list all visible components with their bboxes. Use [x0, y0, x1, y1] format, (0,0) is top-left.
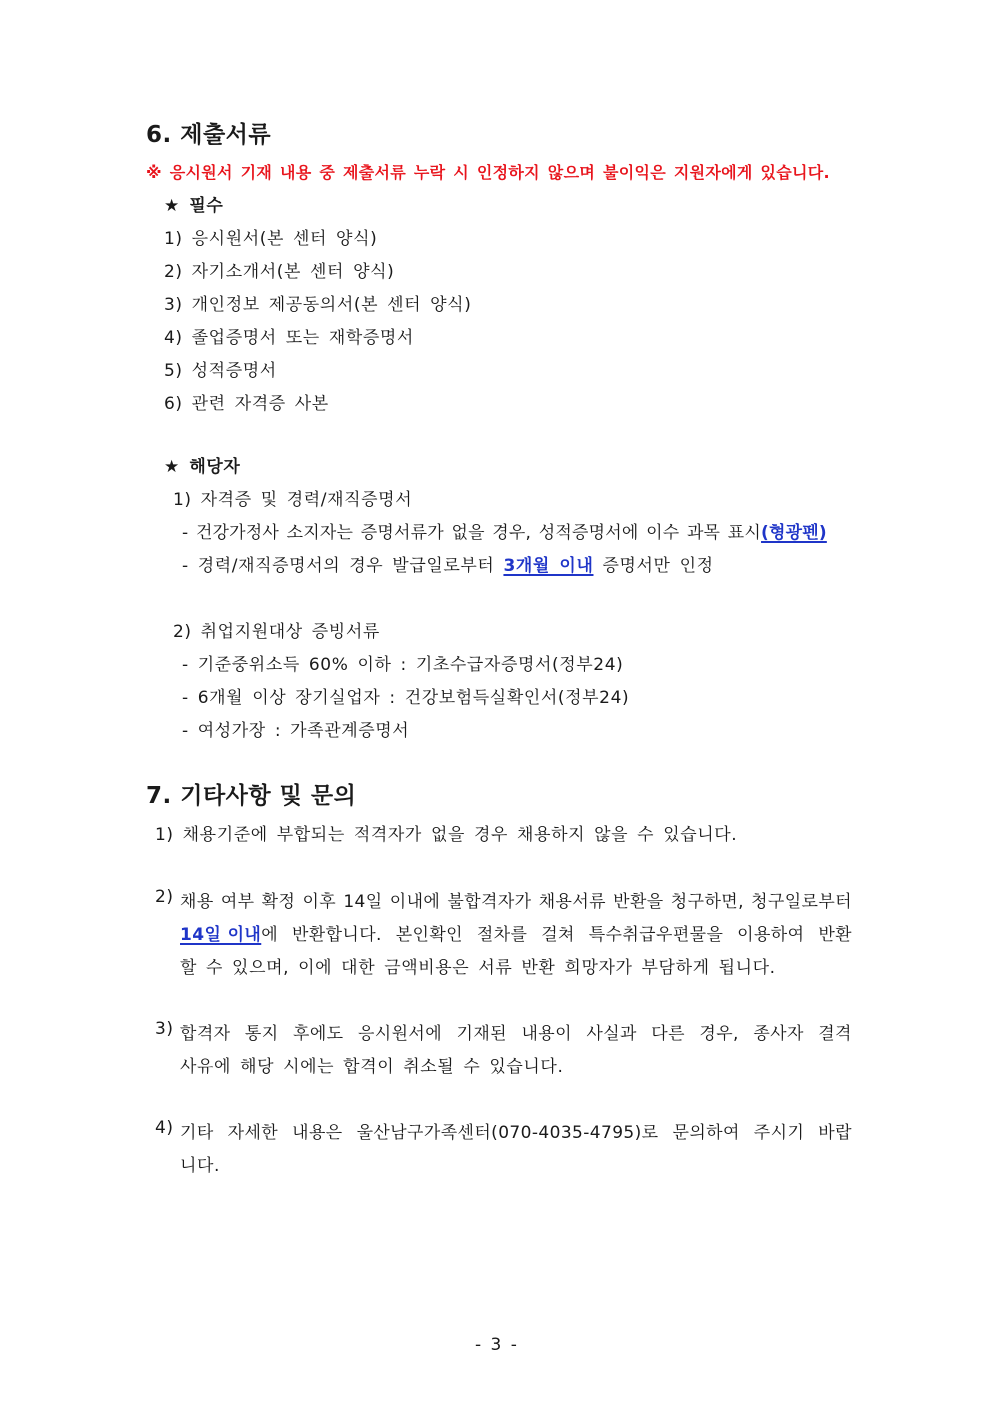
applicable-group1-line1 — [182, 518, 827, 543]
section-6-title: 6. 제출서류 — [146, 122, 272, 148]
applicable-group2-item: - 6개월 이상 장기실업자 : 건강보험득실확인서(정부24) — [182, 688, 630, 708]
required-item: 3) 개인정보 제공동의서(본 센터 양식) — [164, 295, 472, 315]
required-heading: ★ 필수 — [164, 196, 224, 216]
line2-prefix: - 경력/재직증명서의 경우 발급일로부터 — [182, 556, 504, 576]
word: 반환합니다. — [291, 925, 382, 945]
notice-text: ※ 응시원서 기재 내용 중 제출서류 누락 시 인정하지 않으며 불이익은 지원자에게 있습니다. — [146, 163, 830, 182]
etc-item-4-num: 4) — [155, 1118, 174, 1138]
word: 반환을 — [613, 892, 664, 912]
word: 특수취급우편물을 — [588, 925, 724, 945]
word: 이후 — [302, 892, 337, 912]
word: 이내에 — [389, 892, 441, 912]
word: 채용서류 — [538, 892, 606, 912]
word: 청구일로부터 — [751, 892, 852, 912]
etc-item-4-line1 — [180, 1118, 852, 1143]
word: 본인확인 — [395, 925, 464, 945]
word: 내용이 — [521, 1024, 572, 1044]
word: 채용 — [180, 892, 214, 912]
applicable-group2-title: 2) 취업지원대상 증빙서류 — [173, 622, 380, 642]
etc-item-3-line2: 사유에 해당 시에는 합격이 취소될 수 있습니다. — [180, 1057, 564, 1077]
word: 청구하면, — [670, 892, 744, 912]
highlight-highlighter: (형광펜) — [761, 523, 827, 543]
word: 14일 — [343, 892, 383, 912]
required-item: 2) 자기소개서(본 센터 양식) — [164, 262, 395, 282]
word: 자세한 — [227, 1123, 279, 1143]
etc-item-4-line2: 니다. — [180, 1156, 221, 1176]
word: 바랍 — [818, 1123, 852, 1143]
applicable-group1-title: 1) 자격증 및 경력/재직증명서 — [173, 490, 413, 510]
line2-suffix: 증명서만 인정 — [593, 556, 714, 576]
word: 에 — [261, 925, 279, 945]
word: 걸쳐 — [541, 925, 575, 945]
word: 경우, — [699, 1024, 739, 1044]
highlight-14days: 14일 이내 — [180, 925, 262, 945]
word: 이용하여 — [737, 925, 805, 945]
applicable-heading: ★ 해당자 — [164, 457, 241, 477]
required-item: 5) 성적증명서 — [164, 361, 277, 381]
word — [180, 920, 278, 945]
word: 후에도 — [293, 1024, 344, 1044]
section-7-title: 7. 기타사항 및 문의 — [146, 783, 357, 809]
word: 문의하여 — [672, 1123, 740, 1143]
word: 주시기 — [753, 1123, 805, 1143]
applicable-group1-line2 — [182, 551, 714, 576]
word: 기재된 — [456, 1024, 507, 1044]
required-item: 1) 응시원서(본 센터 양식) — [164, 229, 378, 249]
highlight-3months: 3개월 이내 — [503, 556, 594, 576]
word: 울산남구가족센터(070-4035-4795)로 — [356, 1123, 659, 1143]
page-number: - 3 - — [475, 1335, 519, 1355]
etc-item-2-num: 2) — [155, 887, 174, 907]
line1-text: - 건강가정사 소지자는 증명서류가 없을 경우, 성적증명서에 이수 과목 표시 — [182, 523, 762, 543]
word: 내용은 — [292, 1123, 343, 1143]
word: 사실과 — [586, 1024, 637, 1044]
word: 응시원서에 — [357, 1024, 443, 1044]
required-item: 6) 관련 자격증 사본 — [164, 394, 329, 414]
word: 통지 — [244, 1024, 279, 1044]
required-item: 4) 졸업증명서 또는 재학증명서 — [164, 328, 414, 348]
word: 결격 — [818, 1024, 852, 1044]
etc-item-3-line1 — [180, 1019, 852, 1044]
etc-item-1: 1) 채용기준에 부합되는 적격자가 없을 경우 채용하지 않을 수 있습니다. — [155, 825, 738, 845]
etc-item-2-line3: 할 수 있으며, 이에 대한 금액비용은 서류 반환 희망자가 부담하게 됩니다. — [180, 958, 776, 978]
word: 반환 — [818, 925, 852, 945]
word: 확정 — [261, 892, 296, 912]
word: 여부 — [220, 892, 255, 912]
word: 종사자 — [753, 1024, 804, 1044]
word: 합격자 — [180, 1024, 231, 1044]
etc-item-2-line2 — [180, 920, 852, 945]
etc-item-3-num: 3) — [155, 1019, 174, 1039]
etc-item-2-line1 — [180, 887, 852, 912]
word: 불합격자가 — [447, 892, 532, 912]
word: 다른 — [651, 1024, 685, 1044]
word: 기타 — [180, 1123, 214, 1143]
word: 절차를 — [476, 925, 528, 945]
applicable-group2-item: - 기준중위소득 60% 이하 : 기초수급자증명서(정부24) — [182, 655, 624, 675]
applicable-group2-item: - 여성가장 : 가족관계증명서 — [182, 721, 410, 741]
